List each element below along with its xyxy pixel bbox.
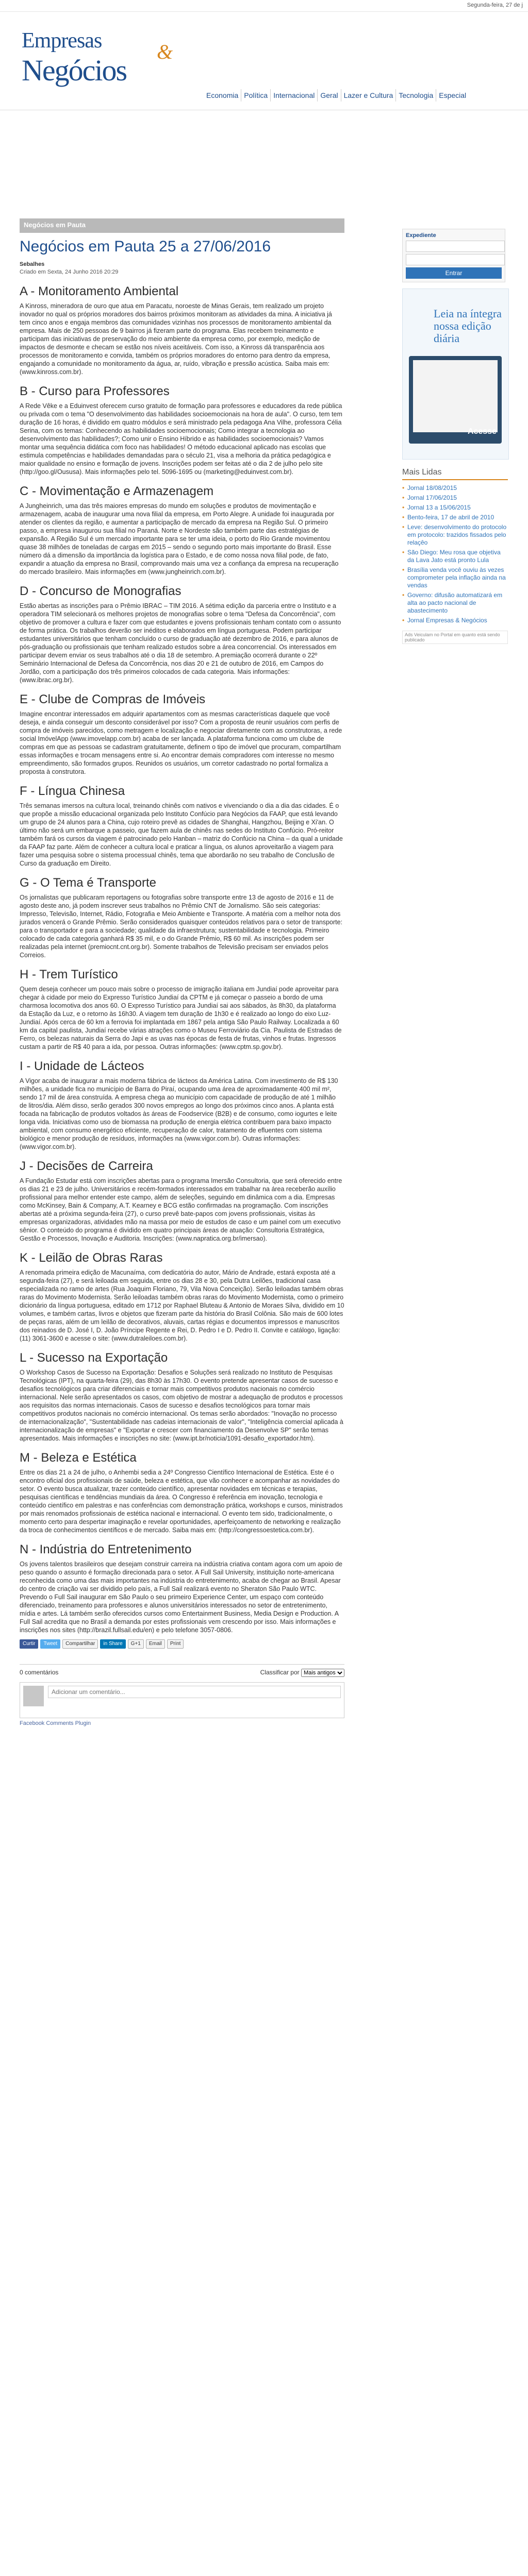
byline — [20, 261, 344, 276]
share-twitter-button[interactable]: Tweet — [40, 1639, 60, 1649]
top-date: Segunda-feira, 27 de j — [467, 2, 523, 8]
logo-line1: Empresas — [22, 29, 102, 53]
nav-tecnologia[interactable]: Tecnologia — [395, 89, 436, 101]
mais-lidas-item — [402, 617, 508, 624]
section-paragraph: Entre os dias 21 a 24 de julho, o Anhembi sedia a 24º Congresso Científico Internacional de Estética. Este é o encontro oficial dos profissionais de saúde, beleza e estética, que vão conhecer e acompanhar as novidades do setor. O evento busca atualizar, trazer conteúdo científico, apresentar novidades em técnicas e terapias, pesquisas científicas e tendências mundiais da área. O Congresso é referência em inovação, tecnologia e conteúdo científico em palestras e nas conferências com demonstração prática, workshops e cursos, ministrados por mais renomados profissionais de estética nacional e internacional. O evento tem sido, tradicionalmente, o momento certo para despertar imaginação e revelar oportunidades, aperfeiçoamento de networking e realização da troca de conhecimentos científicos e de mercado. Saiba mais em: (http://congressoestetica.com.br). — [20, 1469, 343, 1534]
monitor-icon — [409, 356, 502, 444]
comment-box — [20, 1682, 344, 1718]
mais-lidas-link[interactable]: Governo: difusão automatizará em alta ao pacto nacional de abastecimento — [407, 591, 503, 614]
section-heading: A - Monitoramento Ambiental — [20, 284, 179, 298]
section-paragraph: Os jornalistas que publicaram reportagens ou fotografias sobre transporte entre 13 de agosto de 2016 e 11 de agosto deste ano, já podem inscrever seus trabalhos no Prêmio CNT de Jornalismo. São seis categorias: Impresso, Televisão, Internet, Rádio, Fotografia e Meio Ambiente e Transporte. A matéria com a melhor nota dos jurados vencerá o Grande Prêmio. Serão considerados quaisquer conteúdos relativos para o setor de transporte: para o transportador e para a sociedade; qualidade da infraestrutura; sustentabilidade e tecnologia. Primeiro colocado de cada categoria ganhará R$ 35 mil, e o do Grande Prêmio, R$ 60 mil. As inscrições podem ser realizadas pela internet (premiocnt.cnt.org.br). Somente trabalhos de Televisão precisam ser enviados pelos Correios. — [20, 894, 343, 959]
article-body — [20, 284, 344, 1634]
login-label: Expediente — [406, 232, 436, 239]
section-paragraph: A Fundação Estudar está com inscrições abertas para o programa Imersão Consultoria, que será oferecido entre os dias 21 e 23 de julho. Universitários e recém-formados interessados em trabalhar na área receberão auxílio profissional para melhor entender este campo, além de seleções, seguindo em dinâmica com a dia. Empresas como McKinsey, Bain & Company, A.T. Kearney e BCG estão confirmadas na programação. Com inscrições abertas até a próxima segunda-feira (27), o curso prevê bate-papos com jovens profissionais, visitas às empresas organizadoras, atividades mão na massa por meio de estudos de caso e um painel com um executivo sênior. O conteúdo do programa é dividido em quatro principais áreas de atuação: Consultoria Estratégica, Gestão e Processos, Inovação e Auditoria. Inscrições: (www.napratica.org.br/imersao). — [20, 1177, 342, 1242]
promo-text: Leia na íntegra nossa edição diária — [434, 307, 502, 345]
section-heading: L - Sucesso na Exportação — [20, 1351, 168, 1365]
sidebar — [402, 229, 508, 644]
main-nav — [204, 89, 469, 101]
mais-lidas-link[interactable]: Jornal 17/06/2015 — [407, 494, 457, 501]
section-heading: F - Língua Chinesa — [20, 784, 125, 798]
login-box — [402, 229, 505, 282]
created-date: Criado em Sexta, 24 Junho 2016 20:29 — [20, 269, 119, 275]
section-heading: D - Concurso de Monografias — [20, 584, 182, 598]
author: Sebalhes — [20, 261, 45, 267]
login-user-input[interactable] — [406, 241, 505, 252]
section-heading: H - Trem Turístico — [20, 968, 118, 981]
section-bar: Negócios em Pauta — [20, 218, 344, 233]
section-heading: E - Clube de Compras de Imóveis — [20, 692, 206, 706]
share-generic-button[interactable]: Compartilhar — [62, 1639, 98, 1649]
share-email-button[interactable]: Email — [146, 1639, 165, 1649]
ad-note: Ads Veiculam no Portal em quanto está sendo publicado — [402, 631, 508, 644]
nav-geral[interactable]: Geral — [317, 89, 340, 101]
mais-lidas-item — [402, 494, 508, 502]
promo-banner[interactable] — [402, 289, 509, 460]
mais-lidas-item — [402, 591, 508, 615]
share-linkedin-button[interactable]: in Share — [100, 1639, 125, 1649]
mais-lidas-item — [402, 549, 508, 564]
section-heading: C - Movimentação e Armazenagem — [20, 484, 214, 498]
sort-label: Classificar por — [260, 1669, 300, 1676]
section-heading: B - Curso para Professores — [20, 384, 170, 398]
mais-lidas-link[interactable]: Bento-feira, 17 de abril de 2010 — [407, 514, 494, 521]
share-gplus-button[interactable]: G+1 — [128, 1639, 144, 1649]
share-print-button[interactable]: Print — [167, 1639, 184, 1649]
section-paragraph: A Kinross, mineradora de ouro que atua em Paracatu, noroeste de Minas Gerais, tem realizado um projeto inovador no qual os próprios moradores dos bairros próximos monitoram as atividades da mina. A iniciativa já tem cinco anos e engaja membros das comunidades vizinhas nos processos de monitoramento ambiental da empresa. Mais de 250 pessoas de 9 bairros já fizeram parte do programa. Elas recebem treinamento e participam das iniciativas de preservação do meio ambiente da empresa como, por exemplo, medição de impactos de desmonte e checam se estão nos níveis aceitáveis. Com isso, a Kinross dá transparência aos processos de monitoramento e convida, também os próprios moradores do entorno para dentro da empresa, engajando a comunidade no monitoramento da água, ar, ruído, vibração e pressão acústica. Saiba mais em: (www.kinross.com.br). — [20, 302, 332, 376]
section-paragraph: A Jungheinrich, uma das três maiores empresas do mundo em soluções e produtos de movimentação e armazenagem, acaba de inaugurar uma nova filial da empresa, em Porto Alegre. A unidade foi inaugurada por atender os clientes da região, e aumentar a participação de mercado da empresa na Região Sul. O primeiro passo, a empresa inaugurou sua filial no Paraná. Norte e Nordeste são também parte das estratégias de expansão. A Região Sul é um mercado importante para se ter uma ideia, o porto do Rio Grande movimentou quase 38 milhões de toneladas de cargas em 2015 – sendo o segundo porto mais importante do Brasil. Esse número dá a dimensão da importância da logística para o Estado, e de como nossa nova filial pode, de fato, expandir a atuação da empresa no Brasil, comprovando mais uma vez a confiança da empresa na recuperação do mercado brasileiro. Mais informações em (www.jungheinrich.com.br). — [20, 502, 339, 575]
section-heading: K - Leilão de Obras Raras — [20, 1251, 163, 1265]
mais-lidas-link[interactable]: Jornal 18/08/2015 — [407, 484, 457, 492]
promo-badge: Acesse — [467, 427, 497, 436]
comments-section — [20, 1664, 344, 1726]
nav-lazer-cultura[interactable]: Lazer e Cultura — [341, 89, 396, 101]
section-heading: J - Decisões de Carreira — [20, 1159, 153, 1173]
mais-lidas-item — [402, 484, 508, 492]
mais-lidas-list — [402, 484, 508, 624]
nav-politica[interactable]: Política — [241, 89, 270, 101]
mais-lidas-item — [402, 566, 508, 589]
sort-select[interactable] — [301, 1669, 344, 1677]
logo-amp: & — [157, 40, 173, 63]
mais-lidas-link[interactable]: Leve: desenvolvimento do protocolo em protocolo: trazidos fissados pelo relaçêo — [407, 523, 507, 546]
mais-lidas-item — [402, 523, 508, 547]
main-content — [20, 218, 344, 1726]
section-paragraph: A Vigor acaba de inaugurar a mais moderna fábrica de lácteos da América Latina. Com investimento de R$ 130 milhões, a unidade fica no município de Barra do Piraí, ocupando uma área de aproximadamente 400 mil m², sendo 17 mil de área construída. A empresa chega ao município com capacidade de produção de até 1 milhão de litros/dia. Além disso, serão gerados 300 novos empregos ao longo dos próximos cinco anos. A planta está focada na fabricação de produtos voltados às áreas de Foodservice (B2B) e de consumo, como iogurtes e leite longa vida. Iniciativas como uso de biomassa na produção de energia elétrica contribuem para baixo impacto ambiental, com consumo energético eficiente, recuperação de calor, tratamento de efluentes com sistema biológico e menor produção de resíduos, informações na (www.vigor.com.br). Outras informações: (www.vigor.com.br). — [20, 1077, 338, 1150]
section-paragraph: Os jovens talentos brasileiros que desejam construir carreira na indústria criativa contam agora com um apoio de peso quando o assunto é formação direcionada para o setor. A Full Sail University, instituição norte-americana reconhecida como uma das mais importantes na indústria do entretenimento, acaba de chegar ao Brasil. Apesar do centro de criação vai ser dividido pelo país, a Full Sail realizará evento no Sheraton São Paulo WTC. Prevendo o Full Sail inaugurar em São Paulo o seu primeiro Experience Center, um espaço com conteúdo diferenciado, treinamento para professores e alunos universitários interessados no setor de entretenimento, mídia e artes. Lá também serão oferecidos cursos como Entertainment Business, Media Design e Production. A Full Sail acredita que no Brasil a demanda por estes profissionais vem crescendo por isso. Mais informações e inscrições nos sites (http://brazil.fullsail.edu/en) e pelo telefone 3057-0806. — [20, 1561, 342, 1634]
section-paragraph: Imagine encontrar interessados em adquirir apartamentos com as mesmas características daquele que você deseja, e ainda conseguir um desconto considerável por isso? Com a proposta de reunir usuários com perfis de compra de imóveis parecidos, como metragem e localização e negociar diretamente com as construtoras, a rede social ImóvelApp (www.imovelapp.com.br) acaba de ser lançada. A plataforma funciona como um clube de compras em que as pessoas se cadastram gratuitamente, definem o tipo de imóvel que procuram, compartilham essas informações e trocam mensagens entre si. Ao encontrar demais compradores com interesse no mesmo empreendimento, são formados grupos. Reunidos os usuários, um corretor cadastrado no portal formaliza a proposta à construtora. — [20, 710, 342, 775]
fb-comments-plugin[interactable]: Facebook Comments Plugin — [20, 1720, 91, 1726]
section-paragraph: Três semanas imersos na cultura local, treinando chinês com nativos e vivenciando o dia a dia das cidades. É o que propõe a missão educacional organizada pelo Instituto Confúcio para Negócios da FAAP, que está levando um grupo de 24 alunos para a China, cujo roteiro prevê as cidades de Shanghai, Hangzhou, Beijing e Xi'an. O último não será um embarque a passeio, que fazem aula de chinês nas sedes do Instituto Confúcio. Pró-reitor também fará os cursos da viagem é patrocinado pelo Hanban – matriz do Confúcio na China – da qual a unidade da FAAP faz parte. Além de conhecer a cultura local e praticar a língua, os alunos aproveitarão a viagem para fazer uma pesquisa sobre o sistema processual chinês, tema que abordarão no seu trabalho de Conclusão de Curso da graduação em Direito. — [20, 802, 343, 867]
mais-lidas-link[interactable]: São Diego: Meu rosa que objetiva da Lava Jato está pronto Lula — [407, 549, 501, 564]
login-pass-input[interactable] — [406, 254, 505, 265]
mais-lidas-link[interactable]: Brasília venda você ouviu às vezes comprometer pela inflação ainda na vendas — [407, 566, 506, 589]
login-button[interactable]: Entrar — [406, 267, 502, 279]
nav-internacional[interactable]: Internacional — [270, 89, 317, 101]
share-bar — [20, 1639, 344, 1649]
mais-lidas-link[interactable]: Jornal Empresas & Negócios — [407, 617, 487, 624]
site-header — [0, 12, 528, 110]
nav-economia[interactable]: Economia — [206, 91, 239, 99]
comment-input[interactable] — [48, 1686, 341, 1698]
article-title: Negócios em Pauta 25 a 27/06/2016 — [20, 238, 271, 255]
comments-count: 0 comentários — [20, 1669, 59, 1676]
section-heading: N - Indústria do Entretenimento — [20, 1543, 192, 1556]
section-heading: G - O Tema é Transporte — [20, 876, 156, 890]
site-logo[interactable] — [22, 28, 207, 85]
section-paragraph: Estão abertas as inscrições para o Prêmio IBRAC – TIM 2016. A sétima edição da parceria entre o Instituto e a operadora TIM selecionará os melhores projetos de monografias sobre o tema "Defesa da Concorrência", com objetivo de promover a cultura e fazer com que estudantes e jovens profissionais tenham contato com o assunto de forma prática. Os trabalhos deverão ser inéditos e elaborados em língua portuguesa. Podem participar estudantes universitários que tenham concluído o curso de graduação até dezembro de 2016, e para alunos de pós-graduação ou profissionais que tenham realizado estudos sobre a área concorrencial. Os interessados em participar devem enviar os seus trabalhos até o dia 18 de setembro. A premiação ocorrerá durante o 22º Seminário Internacional de Defesa da Concorrência, nos dias 20 e 21 de outubro de 2016, em Campos do Jordão, com a participação dos três primeiros colocados de cada categoria. Mais informações: (www.ibrac.org.br). — [20, 602, 341, 684]
section-heading: I - Unidade de Lácteos — [20, 1059, 144, 1073]
section-paragraph: O Workshop Casos de Sucesso na Exportação: Desafios e Soluções será realizado no Instituto de Pesquisas Tecnológicas (IPT), na quarta-feira (29), das 8h30 às 17h30. O evento pretende apresentar casos de sucesso e desafios tecnológicos para criar diferenciais e tornar mais competitivos produtos nacionais no comércio internacional. Nele serão apresentados os casos, com objetivo de mostrar a adequação de produtos e processos aos requisitos das normas internacionais. Casos de sucesso e desafios tecnológicos para tornar mais competitivos produtos nacionais no comércio internacional. Os temas serão abordados: "Inovação no processo de internacionalização", "Sustentabilidade nas cadeias internacionais de valor", "Inteligência comercial aplicada à internacionalização de empresas" e "Exportar e crescer com financiamento da Desenvolve SP" serão temas apresentados. Mais informações e inscrições no site: (www.ipt.br/noticia/1091-desafio_exportador.htm). — [20, 1369, 343, 1442]
mais-lidas-link[interactable]: Jornal 13 a 15/06/2015 — [407, 504, 471, 511]
mais-lidas-item — [402, 504, 508, 512]
section-paragraph: A renomada primeira edição de Macunaíma, com dedicatória do autor, Mário de Andrade, estará exposta até a segunda-feira (27), e será leiloada em seguida, entre os dias 28 e 30, pela Dutra Leilões, tradicional casa especializada no ramo de artes (Rua Joaquim Floriano, 79, Vila Nova Conceição). Serão leiloadas também obras raras do Movimento Modernista. Serão leiloadas também obras raras do Movimento Modernista, como o primeiro dicionário da língua portuguesa, editado em 1712 por Raphael Bluteau & Antonio de Moraes Silva, dividido em 10 volumes, e também cartas, livros e objetos que fizeram parte da história do Brasil Colônia. São mais de 600 lotes de peças raras, além de um leilão de decorativos, aluvais, cartas régias e documentos impressos e manuscritos dos reinados de D. José I, D. João Príncipe Regente e Rei, D. Pedro I e D. Pedro II. Convite e catálogo, ligação: (11) 3061-3600 e acesse o site: (www.dutraleiloes.com.br). — [20, 1269, 344, 1342]
top-bar — [0, 0, 528, 12]
avatar — [23, 1686, 44, 1706]
section-heading: M - Beleza e Estética — [20, 1451, 137, 1465]
mais-lidas-item — [402, 514, 508, 521]
mais-lidas-title: Mais Lidas — [402, 468, 508, 480]
nav-especial[interactable]: Especial — [436, 89, 469, 101]
section-paragraph: Quem deseja conhecer um pouco mais sobre o processo de imigração italiana em Jundiaí pode aproveitar para chegar à cidade por meio do Expresso Turístico Jundiaí da CPTM e já começar o passeio a bordo de uma charmosa locomotiva dos anos 60. O Expresso Turístico para Jundiaí sai aos sábados, às 8h30, da plataforma da Estação da Luz, e o retorno às 16h30. A viagem tem duração de 1h30 e é realizado ao longo do eixo Luz-Jundiaí. Após cerca de 60 km a ferrovia foi implantada em 1867 pela antiga São Paulo Railway. Localizada a 60 km da capital paulista, Jundiaí recebe várias atrações como o Museu Ferroviário da Cia. Paulista de Estradas de Ferro, os belezas naturais da Serra do Japi e as uvas nas épocas de festa de frutas, vinhos e frutas. Ingressos custam a partir de R$ 40 para a ida, por pessoa. Outras informações: (www.cptm.sp.gov.br). — [20, 986, 342, 1050]
logo-line2: Negócios — [22, 54, 127, 87]
share-facebook-button[interactable]: Curtir — [20, 1639, 38, 1649]
section-paragraph: A Rede Vêke e a Eduinvest oferecem curso gratuito de formação para professores e educadores da rede pública ou privada com o tema "O desenvolvimento das habilidades socioemocionais na hora de aula". O curso, tem tem duração de 16 horas, é dividido em quatro módulos e será ministrado pela pedagoga Ana Vilhe, professora Célia Serina, com os temas: Conhecendo as habilidades socioemocionais; Como integrar a tecnologia ao desenvolvimento das habilidades?; Como unir o Ensino Híbrido e as habilidades socioemocionais? Vamos montar uma sequência didática com foco nas habilidades! O método educacional aplicado nas escolas que estimula competências e habilidades demandadas para o século 21, visa a melhoria da prática pedagógica e maior qualidade no ensino e formação de jovens. Inscrições podem ser feitas até o dia 2 de julho pelo site (http://goo.gl/Oususa). Mais informações pelo tel. 5096-1695 ou (marketing@eduinvest.com.br). — [20, 402, 342, 476]
